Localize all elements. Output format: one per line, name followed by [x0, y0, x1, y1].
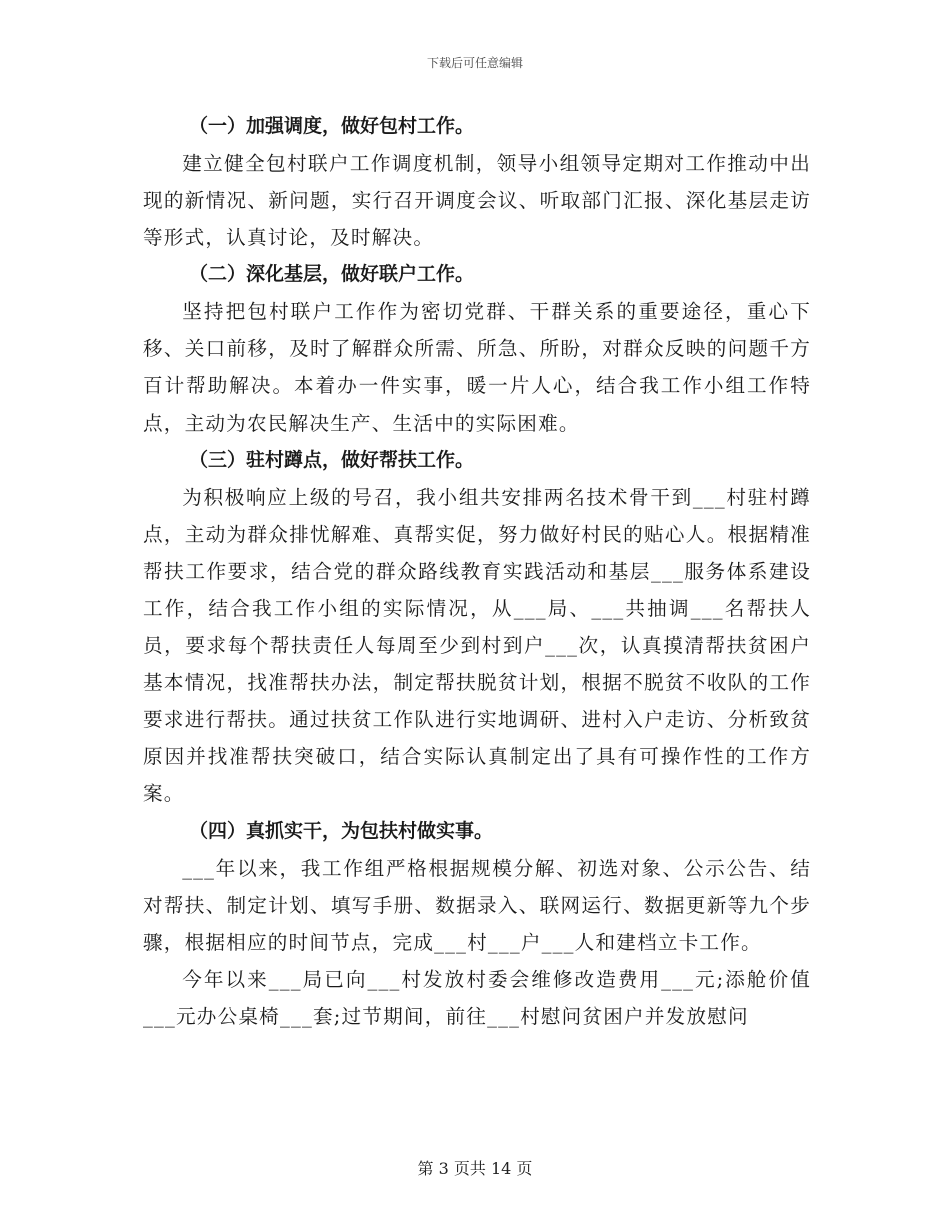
- section-4: [143, 813, 811, 1035]
- section-1: [143, 108, 811, 256]
- page-number: 第 3 页共 14 页: [417, 1159, 533, 1178]
- section-heading: （一）加强调度，做好包村工作。: [189, 115, 475, 137]
- section-heading: （四）真抓实干，为包扶村做实事。: [189, 819, 494, 842]
- paragraph: 为积极响应上级的号召，我小组共安排两名技术骨干到___村驻村蹲点，主动为群众排忧解难、真帮实促，努力做好村民的贴心人。根据精准帮扶工作要求，结合党的群众路线教育实践活动和基层___服务体系建设工作，结合我工作小组的实际情况，从___局、___共抽调___名帮扶人员，要求每个帮扶责任人每周至少到村到户___次，认真摸清帮扶贫困户基本情况，找准帮扶办法，制定帮扶脱贫计划，根据不脱贫不收队的工作要求进行帮扶。通过扶贫工作队进行实地调研、进村入户走访、分析致贫原因并找准帮扶突破口，结合实际认真制定出了具有可操作性的工作方案。: [143, 485, 811, 806]
- section-2: [143, 256, 811, 441]
- section-heading: （三）驻村蹲点，做好帮扶工作。: [189, 448, 475, 471]
- paragraph: 今年以来___局已向___村发放村委会维修改造费用___元;添舱价值___元办公桌椅___套;过节期间，前往___村慰问贫困户并发放慰问: [143, 967, 811, 1028]
- page-header: 下载后可任意编辑: [426, 56, 523, 70]
- section-3: [143, 442, 811, 813]
- section-heading: （二）深化基层，做好联户工作。: [189, 263, 475, 286]
- paragraph: 坚持把包村联户工作作为密切党群、干群关系的重要途径，重心下移、关口前移，及时了解群众所需、所急、所盼，对群众反映的问题千方百计帮助解决。本着办一件实事，暖一片人心，结合我工作小组工作特点，主动为农民解决生产、生活中的实际困难。: [143, 300, 811, 435]
- paragraph: ___年以来，我工作组严格根据规模分解、初选对象、公示公告、结对帮扶、制定计划、填写手册、数据录入、联网运行、数据更新等九个步骤，根据相应的时间节点，完成___村___户___人和建档立卡工作。: [143, 856, 811, 954]
- paragraph: 建立健全包村联户工作调度机制，领导小组领导定期对工作推动中出现的新情况、新问题，实行召开调度会议、听取部门汇报、深化基层走访等形式，认真讨论，及时解决。: [143, 152, 811, 250]
- document-body: [143, 108, 811, 1035]
